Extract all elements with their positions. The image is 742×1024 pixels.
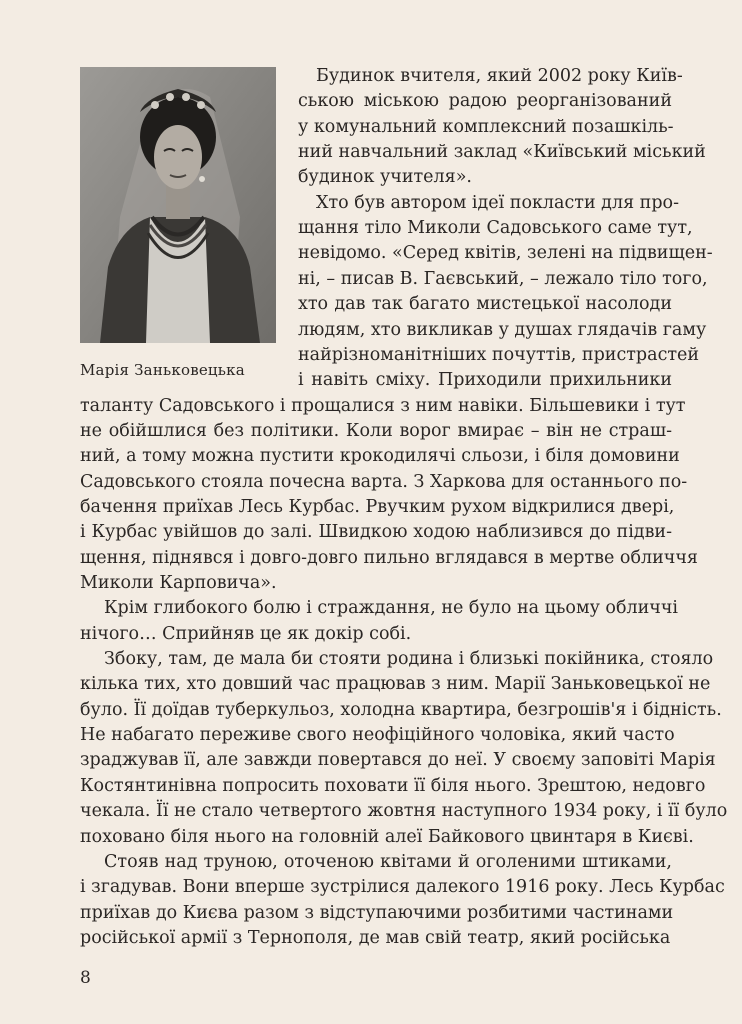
text-line: кілька тих, хто довший час працював з ним. Марії Заньковецької не [80, 674, 711, 695]
text-line: Костянтинівна попросить поховати її біля нього. Зрештою, недовго [80, 775, 706, 796]
text-line: найрізноманітніших почуттів, пристрастей [298, 344, 700, 365]
text-line: будинок учителя». [298, 167, 472, 188]
text-line: щення, піднявся і довго-довго пильно вглядався в мертве обличчя [80, 547, 698, 568]
text-line: таланту Садовського і прощалися з ним навіки. Більшевики і тут [80, 395, 686, 416]
text-line: російської армії з Тернополя, де мав свій театр, який російська [80, 927, 671, 948]
photo-caption: Марія Заньковецька [80, 361, 245, 379]
text-line: і навіть сміху. Приходили прихильники [298, 370, 672, 391]
text-line: у комунальний комплексний позашкіль- [298, 116, 674, 137]
text-line: зраджував її, але завжди повертався до неї. У своєму заповіті Марія [80, 750, 716, 771]
text-line: Крім глибокого болю і страждання, не було на цьому обличчі [104, 598, 679, 619]
text-line: Хто був автором ідеї покласти для про- [316, 192, 679, 213]
text-line: Садовського стояла почесна варта. З Харкова для останнього по- [80, 471, 688, 492]
portrait-image [80, 67, 276, 343]
text-line: було. Її доїдав туберкульоз, холодна квартира, безгрошів'я і бідність. [80, 699, 722, 720]
text-line: чекала. Її не стало четвертого жовтня наступного 1934 року, і її було [80, 801, 728, 822]
text-line: бачення приїхав Лесь Курбас. Рвучким рухом відкрилися двері, [80, 496, 675, 517]
text-line: і згадував. Вони вперше зустрілися далекого 1916 року. Лесь Курбас [80, 877, 725, 898]
text-line: Не набагато переживе свого неофіційного чоловіка, який часто [80, 725, 675, 746]
text-line: не обійшлися без політики. Коли ворог вмирає – він не страш- [80, 420, 672, 441]
text-line: невідомо. «Серед квітів, зелені на підвищен- [298, 243, 713, 264]
text-line: ською міською радою реорганізований [298, 91, 672, 112]
text-line: ний навчальний заклад «Київський міський [298, 142, 706, 163]
text-line: щання тіло Миколи Садовського саме тут, [298, 218, 693, 239]
page-number: 8 [80, 968, 91, 988]
text-line: ний, а тому можна пустити крокодилячі сльози, і біля домовини [80, 446, 680, 467]
text-line: приїхав до Києва разом з відступаючими розбитими частинами [80, 902, 674, 923]
text-line: людям, хто викликав у душах глядачів гаму [298, 319, 707, 340]
text-line: ні, – писав В. Гаєвський, – лежало тіло того, [298, 268, 708, 289]
text-line: Миколи Карповича». [80, 573, 277, 593]
text-line: і Курбас увійшов до залі. Швидкою ходою наблизився до підви- [80, 522, 672, 543]
text-line: Стояв над труною, оточеною квітами й оголеними штиками, [104, 851, 672, 872]
text-line: хто дав так багато мистецької насолоди [298, 294, 672, 315]
text-line: поховано біля нього на головній алеї Байкового цвинтаря в Києві. [80, 826, 694, 847]
text-line: Збоку, там, де мала би стояти родина і близькі покійника, стояло [104, 649, 714, 670]
text-line: Будинок вчителя, який 2002 року Київ- [316, 66, 683, 86]
text-line: нічого… Сприйняв це як докір собі. [80, 623, 412, 644]
portrait-photo [80, 67, 276, 343]
